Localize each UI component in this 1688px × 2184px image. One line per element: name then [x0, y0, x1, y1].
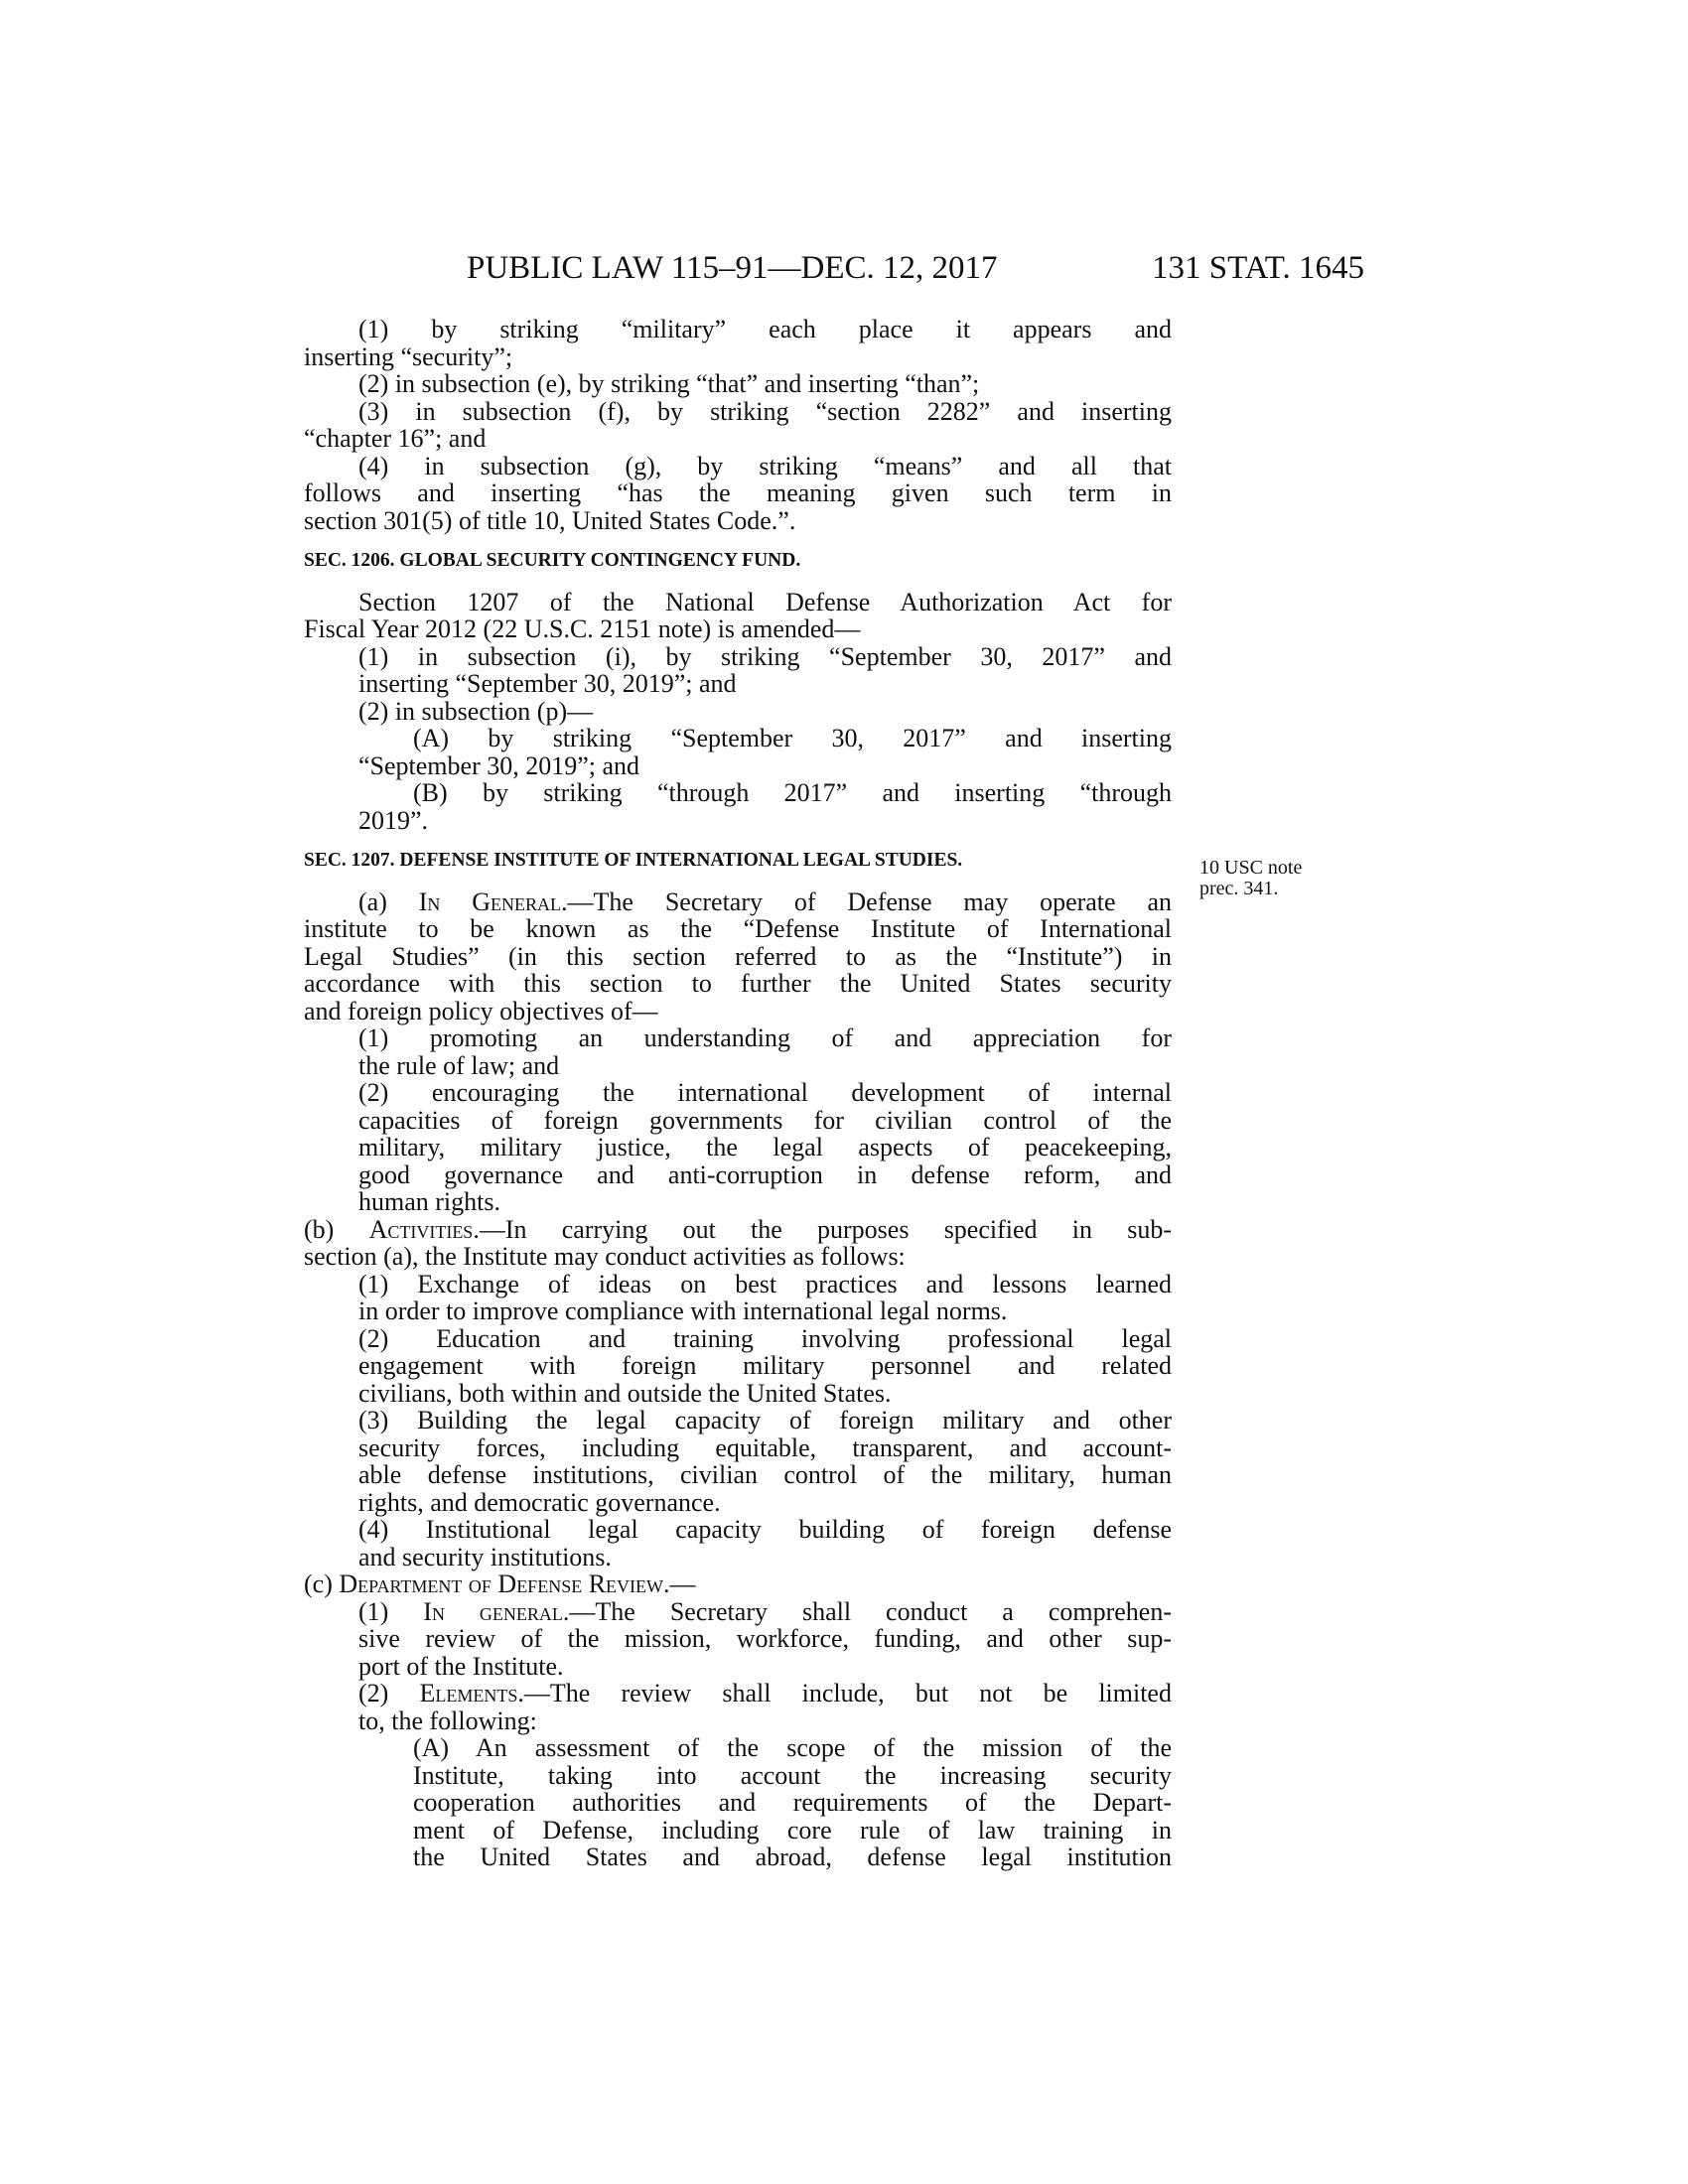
paragraph	[304, 779, 1172, 834]
text-line	[358, 888, 1172, 916]
running-header-page-number: 131 STAT. 1645	[1152, 250, 1365, 286]
text-line: port of the Institute.	[358, 1651, 564, 1681]
text-line: sive review of the mission, workforce, funding, and other sup-	[358, 1624, 1172, 1653]
paragraph	[304, 888, 1172, 1025]
paragraph	[304, 1516, 1172, 1570]
paragraph	[304, 398, 1172, 453]
text-line: (1) promoting an understanding of and appreciation for	[358, 1024, 1172, 1052]
text-line: “September 30, 2019”; and	[358, 751, 640, 780]
text-line: (A) An assessment of the scope of the mission of the	[413, 1733, 1172, 1762]
text-segment: .—In carrying out the purposes specified in sub-	[473, 1214, 1172, 1244]
paragraph	[304, 1024, 1172, 1079]
subsection-caption: Department of Defense Review	[339, 1570, 664, 1598]
running-header-title: PUBLIC LAW 115–91—DEC. 12, 2017	[467, 250, 998, 286]
text-line: rights, and democratic governance.	[358, 1487, 721, 1517]
paragraph	[304, 1598, 1172, 1681]
subsection-caption: Elements	[419, 1679, 518, 1707]
text-segment: .—The review shall include, but not be limited	[517, 1679, 1172, 1707]
text-line: Institute, taking into account the increasing security	[413, 1760, 1172, 1790]
text-line: (2) in subsection (p)—	[358, 696, 594, 726]
paragraph	[304, 1680, 1172, 1734]
text-segment: .—The Secretary shall conduct a comprehen-	[562, 1596, 1172, 1626]
text-line: (2) in subsection (e), by striking “that” and inserting “than”;	[358, 369, 980, 398]
text-line: and foreign policy objectives of—	[304, 996, 658, 1025]
section-heading: SEC. 1206. GLOBAL SECURITY CONTINGENCY FUND.	[304, 550, 801, 571]
text-line: (2) encouraging the international development of internal	[358, 1078, 1172, 1107]
text-line: accordance with this section to further the United States security	[304, 969, 1172, 998]
text-line: capacities of foreign governments for civilian control of the	[358, 1105, 1172, 1135]
text-line: and security institutions.	[358, 1542, 612, 1571]
text-line: security forces, including equitable, transparent, and account-	[358, 1433, 1172, 1462]
text-segment: (b)	[304, 1214, 369, 1244]
margin-note-line: 10 USC note	[1199, 857, 1303, 879]
text-line: (1) Exchange of ideas on best practices and lessons learned	[358, 1269, 1172, 1298]
text-line: Fiscal Year 2012 (22 U.S.C. 2151 note) is amended—	[304, 614, 861, 643]
text-segment: (2)	[358, 1679, 420, 1707]
paragraph	[304, 1079, 1172, 1216]
text-line: able defense institutions, civilian control of the military, human	[358, 1460, 1172, 1489]
subsection-caption: Activities	[368, 1214, 474, 1244]
text-line: Legal Studies” (in this section referred to as the “Institute”) in	[304, 941, 1172, 971]
text-line: cooperation authorities and requirements of the Depart-	[413, 1788, 1172, 1817]
margin-note-line: prec. 341.	[1199, 878, 1279, 899]
text-line: (4) Institutional legal capacity building of foreign defense	[358, 1515, 1172, 1544]
text-segment: (c)	[304, 1570, 340, 1598]
text-line: (1) in subsection (i), by striking “September 30, 2017” and	[358, 641, 1172, 671]
paragraph	[304, 370, 1172, 398]
text-line: the rule of law; and	[358, 1050, 560, 1080]
paragraph	[304, 1271, 1172, 1325]
paragraph	[304, 453, 1172, 535]
text-line: institute to be known as the “Defense Institute of International	[304, 914, 1172, 943]
text-line: (B) by striking “through 2017” and inserting “through	[413, 778, 1172, 807]
text-line: inserting “security”;	[304, 341, 513, 371]
text-line: (3) Building the legal capacity of foreign military and other	[358, 1406, 1172, 1434]
paragraph	[304, 1570, 1172, 1598]
text-line: ment of Defense, including core rule of law training in	[413, 1815, 1172, 1844]
margin-note	[1199, 858, 1302, 899]
text-line: Section 1207 of the National Defense Authorization Act for	[358, 587, 1172, 616]
text-line: section 301(5) of title 10, United States Code.”.	[304, 505, 796, 535]
text-line: (3) in subsection (f), by striking “section 2282” and inserting	[358, 396, 1172, 426]
paragraph	[304, 698, 1172, 726]
paragraph	[304, 643, 1172, 698]
paragraph	[304, 725, 1172, 779]
text-line	[304, 1570, 1172, 1598]
paragraph	[304, 1216, 1172, 1271]
text-line: inserting “September 30, 2019”; and	[358, 669, 737, 698]
text-line: the United States and abroad, defense legal institution	[413, 1843, 1172, 1871]
text-line: to, the following:	[358, 1706, 537, 1735]
text-line: in order to improve compliance with international legal norms.	[358, 1297, 1008, 1325]
document-body	[304, 316, 1172, 1871]
text-line	[358, 1680, 1172, 1707]
text-line: (1) by striking “military” each place it appears and	[358, 315, 1172, 343]
text-segment: .—The Secretary of Defense may operate an	[561, 887, 1172, 916]
paragraph	[304, 1734, 1172, 1871]
paragraph	[304, 1407, 1172, 1516]
text-segment: (a)	[358, 887, 419, 916]
text-line: (A) by striking “September 30, 2017” and inserting	[413, 724, 1172, 752]
text-line: “chapter 16”; and	[304, 424, 487, 453]
subsection-caption: In General	[418, 887, 562, 916]
text-line: 2019”.	[358, 805, 429, 835]
text-segment: (1)	[358, 1596, 424, 1626]
text-line: section (a), the Institute may conduct activities as follows:	[304, 1242, 906, 1271]
paragraph	[304, 316, 1172, 370]
text-line	[358, 1598, 1172, 1626]
text-line: (4) in subsection (g), by striking “means” and all that	[358, 451, 1172, 480]
text-line: civilians, both within and outside the United States.	[358, 1378, 892, 1408]
paragraph	[304, 1325, 1172, 1408]
text-line: military, military justice, the legal aspects of peacekeeping,	[358, 1133, 1172, 1161]
text-line: (2) Education and training involving professional legal	[358, 1323, 1172, 1353]
text-line	[304, 1216, 1172, 1244]
paragraph	[304, 589, 1172, 643]
text-line: engagement with foreign military personnel and related	[358, 1351, 1172, 1380]
text-line: human rights.	[358, 1187, 500, 1216]
text-line: follows and inserting “has the meaning given such term in	[304, 478, 1172, 507]
section-heading: SEC. 1207. DEFENSE INSTITUTE OF INTERNATIONAL LEGAL STUDIES.	[304, 850, 963, 871]
text-segment: .—	[663, 1570, 696, 1598]
subsection-caption: In general	[423, 1596, 563, 1626]
text-line: good governance and anti-corruption in defense reform, and	[358, 1160, 1172, 1189]
